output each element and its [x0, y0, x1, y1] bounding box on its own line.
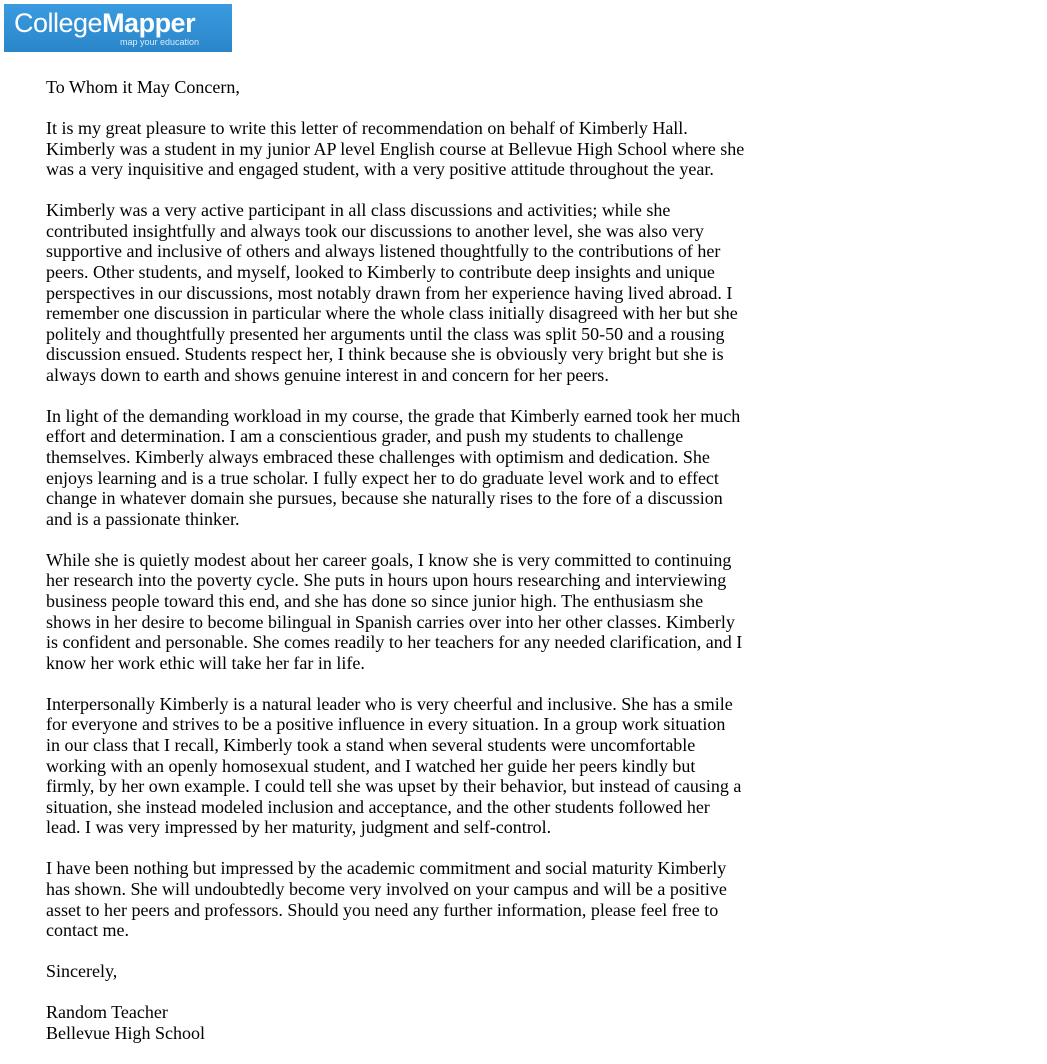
logo-tagline: map your education: [120, 37, 200, 47]
text-line: In light of the demanding workload in my course, the grade that Kimberly earned took her much: [46, 405, 741, 426]
text-line: While she is quietly modest about her career goals, I know she is very committed to continuing: [46, 549, 732, 570]
text-line: situation, she instead modeled inclusion and acceptance, and the other students followed her: [46, 796, 710, 817]
text-line: has shown. She will undoubtedly become very involved on your campus and will be a positive: [46, 878, 727, 899]
text-line: always down to earth and shows genuine interest in and concern for her peers.: [46, 364, 609, 385]
signer-name: Random Teacher: [46, 1002, 168, 1023]
text-line: effort and determination. I am a conscientious grader, and push my students to challenge: [46, 426, 684, 447]
recommendation-letter: [46, 77, 1036, 1064]
text-line: Kimberly was a very active participant in all class discussions and activities; while she: [46, 200, 671, 221]
text-line: shows in her desire to become bilingual in Spanish carries over into her other classes. Kimberly: [46, 611, 735, 632]
collegemapper-logo: [4, 4, 232, 52]
text-line: her research into the poverty cycle. She puts in hours upon hours researching and interviewing: [46, 570, 727, 591]
text-line: firmly, by her own example. I could tell she was upset by their behavior, but instead of causing a: [46, 776, 742, 797]
text-line: Interpersonally Kimberly is a natural leader who is very cheerful and inclusive. She has a smile: [46, 693, 733, 714]
text-line: know her work ethic will take her far in life.: [46, 652, 365, 673]
text-line: themselves. Kimberly always embraced these challenges with optimism and dedication. She: [46, 447, 710, 468]
text-line: remember one discussion in particular where the whole class initially disagreed with her but she: [46, 303, 738, 324]
text-line: for everyone and strives to be a positive influence in every situation. In a group work situation: [46, 714, 726, 735]
text-line: change in whatever domain she pursues, because she naturally rises to the fore of a discussion: [46, 488, 723, 509]
text-line: peers. Other students, and myself, looked to Kimberly to contribute deep insights and unique: [46, 261, 715, 282]
text-line: business people toward this end, and she has done so since junior high. The enthusiasm she: [46, 591, 704, 612]
signer-school: Bellevue High School: [46, 1022, 205, 1043]
logo-name-bold: Mapper: [102, 8, 196, 38]
paragraph-5: [46, 694, 1036, 838]
closing: Sincerely,: [46, 961, 118, 982]
text-line: I have been nothing but impressed by the academic commitment and social maturity Kimberly: [46, 858, 727, 879]
text-line: in our class that I recall, Kimberly took a stand when several students were uncomfortable: [46, 734, 696, 755]
text-line: was a very inquisitive and engaged student, with a very positive attitude throughout the year.: [46, 159, 714, 180]
text-line: politely and thoughtfully presented her arguments until the class was split 50-50 and a rousing: [46, 323, 725, 344]
paragraph-4: [46, 550, 1036, 674]
logo-name-regular: College: [14, 8, 103, 38]
paragraph-3: [46, 406, 1036, 530]
text-line: perspectives in our discussions, most notably drawn from her experience having lived abroad. I: [46, 282, 733, 303]
text-line: Kimberly was a student in my junior AP level English course at Bellevue High School where she: [46, 138, 745, 159]
text-line: and is a passionate thinker.: [46, 508, 240, 529]
paragraph-2: [46, 200, 1036, 385]
text-line: enjoys learning and is a true scholar. I fully expect her to do graduate level work and to effect: [46, 467, 719, 488]
text-line: discussion ensued. Students respect her, I think because she is obviously very bright but she is: [46, 344, 724, 365]
text-line: It is my great pleasure to write this letter of recommendation on behalf of Kimberly Hall.: [46, 117, 688, 138]
paragraph-6: [46, 858, 1036, 940]
text-line: working with an openly homosexual student, and I watched her guide her peers kindly but: [46, 755, 696, 776]
logo-wordmark: [14, 8, 195, 38]
text-line: supportive and inclusive of others and always listened thoughtfully to the contributions of her: [46, 241, 721, 262]
text-line: contact me.: [46, 920, 129, 941]
paragraph-1: [46, 118, 1036, 180]
signature-block: [46, 1002, 1036, 1043]
text-line: contributed insightfully and always took our discussions to another level, she was also very: [46, 220, 704, 241]
text-line: lead. I was very impressed by her maturity, judgment and self-control.: [46, 817, 552, 838]
salutation: To Whom it May Concern,: [46, 77, 240, 97]
text-line: is confident and personable. She comes readily to her teachers for any needed clarification, and I: [46, 632, 743, 653]
text-line: asset to her peers and professors. Should you need any further information, please feel free to: [46, 899, 719, 920]
